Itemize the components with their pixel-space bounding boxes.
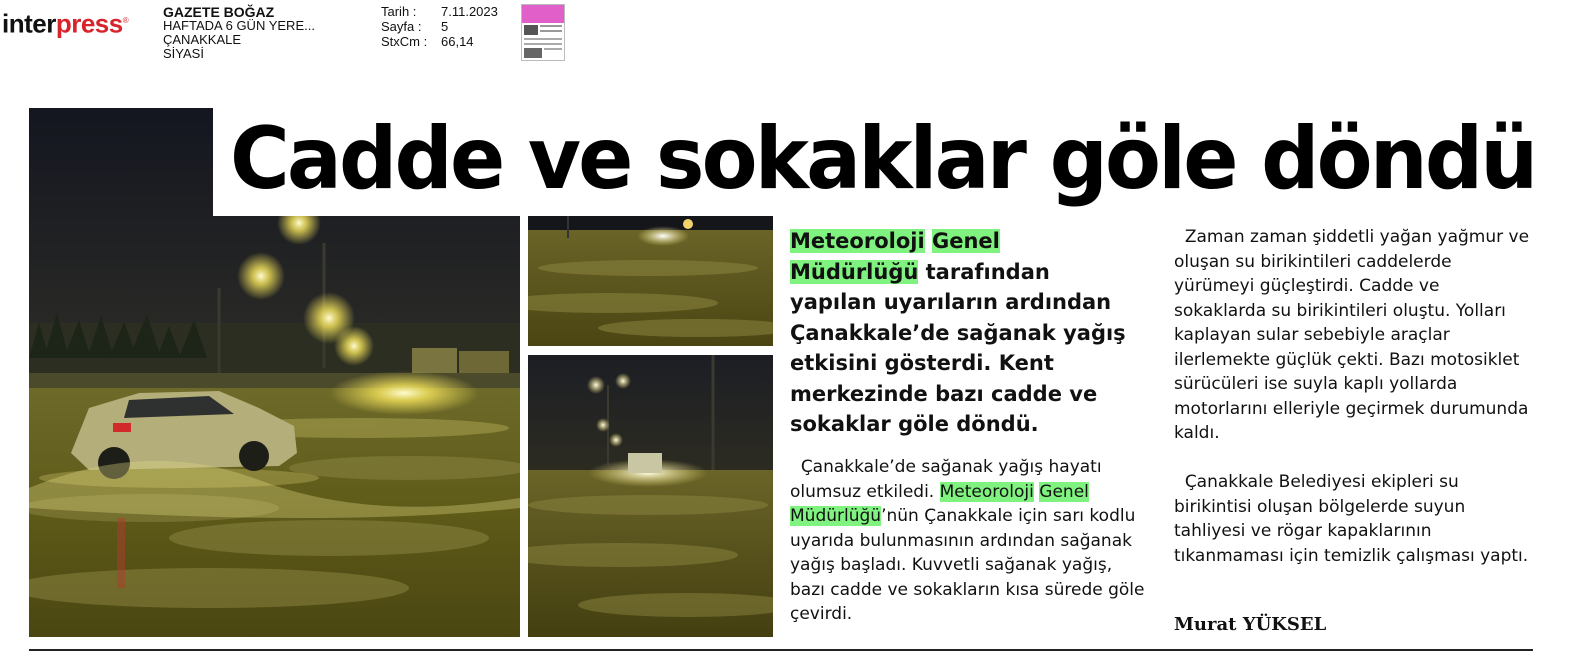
stxcm-label: StxCm : [381, 34, 428, 49]
paragraph-1-rest: ’nün Çanakkale için sarı kodlu uyarıda bulunmasının ardından sağanak yağış başladı. Kuvvetli sağanak yağış, bazı cadde ve sokakların kısa sürede göle çevirdi. [790, 506, 1145, 624]
headline: Cadde ve sokaklar göle döndü [230, 109, 1536, 209]
lead-paragraph [790, 226, 1135, 440]
page-row [381, 19, 498, 34]
stxcm-value: 66,14 [441, 34, 474, 49]
p1-highlight-3: Müdürlüğü [790, 506, 882, 526]
lead-highlight-1: Meteoroloji [790, 229, 925, 253]
publication-frequency: HAFTADA 6 GÜN YERE... [163, 18, 315, 33]
publication-meta [163, 5, 315, 61]
publication-name: GAZETE BOĞAZ [163, 4, 275, 20]
page-thumbnail[interactable] [521, 4, 565, 61]
date-label: Tarih : [381, 4, 417, 19]
paragraph-3-text: Çanakkale Belediyesi ekipleri su birikintisi oluşan bölgelerde suyun tahliyesi ve rögar kapaklarının tıkanmaması için temizlik çalışması yaptı. [1174, 472, 1529, 566]
photo-flooded-road-1 [528, 208, 773, 346]
date-value: 7.11.2023 [441, 4, 498, 19]
p1-highlight-2: Genel [1039, 481, 1089, 502]
lead-highlight-2: Genel [931, 229, 1000, 253]
paragraph-3 [1174, 470, 1534, 568]
paragraph-1-start: Çanakkale’de sağanak yağış hayatı olumsuz etkiledi. [790, 457, 1102, 502]
page-label: Sayfa : [381, 19, 422, 34]
paragraph-1 [790, 455, 1150, 627]
lead-highlight-3: Müdürlüğü [790, 259, 919, 284]
paragraph-2-text: Zaman zaman şiddetli yağan yağmur ve oluşan su birikintileri caddelerde yürümeyi güçleştirdi. Cadde ve sokaklarda su birikintileri oluştu. Yolları kaplayan sular sebebiyle araçlar ilerlemekte güçlük çekti. Bazı motosiklet sürücüleri ise suyla kaplı yollarda motorlarını elleriyle geçirmek durumunda kaldı. [1174, 227, 1530, 443]
publication-category: SİYASİ [163, 46, 204, 61]
author-byline: Murat YÜKSEL [1174, 614, 1327, 635]
clipping-info [381, 4, 498, 49]
p1-highlight-1: Meteoroloji [939, 481, 1034, 502]
photo-flooded-road-2 [528, 355, 773, 637]
page-value: 5 [441, 19, 449, 34]
paragraph-2 [1174, 225, 1534, 446]
publication-city: ÇANAKKALE [163, 32, 242, 47]
lead-text: tarafından yapılan uyarıların ardından Çanakkale’de sağanak yağış etkisini gösterdi. Kent merkezinde bazı cadde ve sokaklar göle döndü. [790, 259, 1126, 436]
date-row [381, 4, 498, 19]
interpress-logo: interpress® [2, 8, 129, 39]
bottom-rule [29, 649, 1533, 651]
stxcm-row [381, 34, 498, 49]
